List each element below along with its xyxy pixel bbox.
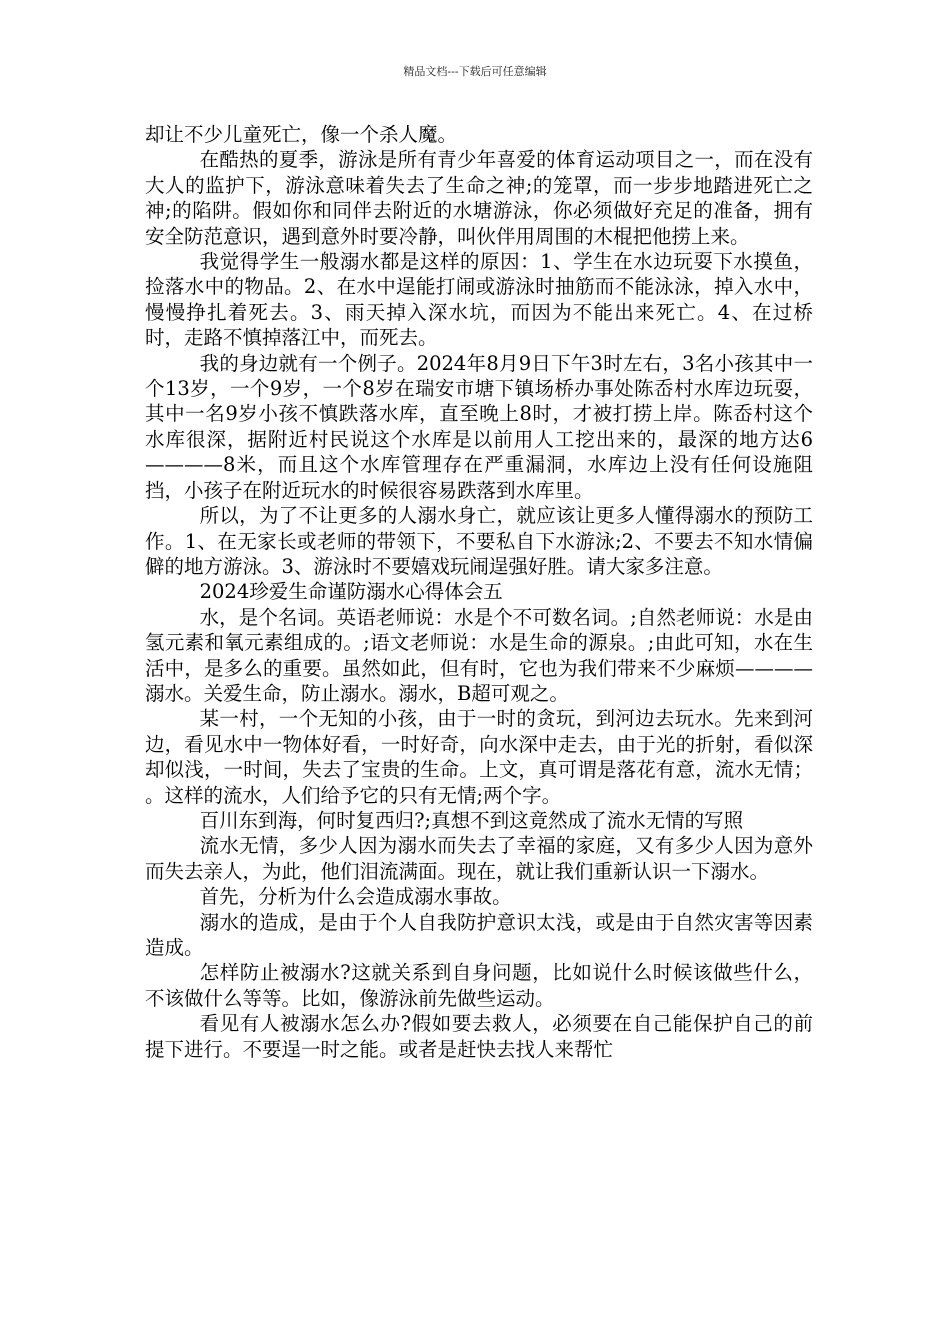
paragraph: 我觉得学生一般溺水都是这样的原因：1、学生在水边玩耍下水摸鱼，捡落水中的物品。2、在水中逞能打闹或游泳时抽筋而不能泳泳，掉入水中，慢慢挣扎着死去。3、雨天掉入深水坑，而因为不能出来死亡。4、在过桥时，走路不慎掉落江中，而死去。 xyxy=(145,250,813,350)
paragraph: 看见有人被溺水怎么办?假如要去救人，必须要在自己能保护自己的前提下进行。不要逞一时之能。或者是赶快去找人来帮忙 xyxy=(145,1012,813,1061)
paragraph: 某一村，一个无知的小孩，由于一时的贪玩，到河边去玩水。先来到河边，看见水中一物体好看，一时好奇，向水深中走去，由于光的折射，看似深却似浅，一时间，失去了宝贵的生命。上文，真可谓是落花有意，流水无情； 。这样的流水，人们给予它的只有无情;两个字。 xyxy=(145,707,813,807)
paragraph: 我的身边就有一个例子。2024年8月9日下午3时左右，3名小孩其中一个13岁，一个9岁，一个8岁在瑞安市塘下镇场桥办事处陈岙村水库边玩耍，其中一名9岁小孩不慎跌落水库，直至晚上8时，才被打捞上岸。陈岙村这个水库很深，据附近村民说这个水库是以前用人工挖出来的，最深的地方达6————8米，而且这个水库管理存在严重漏洞，水库边上没有任何设施阻挡，小孩子在附近玩水的时候很容易跌落到水库里。 xyxy=(145,351,813,502)
paragraph: 所以，为了不让更多的人溺水身亡，就应该让更多人懂得溺水的预防工作。1、在无家长或老师的带领下，不要私自下水游泳;2、不要去不知水情偏僻的地方游泳。3、游泳时不要嬉戏玩闹逞强好胜。请大家多注意。 xyxy=(145,504,813,578)
paragraph: 百川东到海，何时复西归?;真想不到这竟然成了流水无情的写照 xyxy=(199,808,744,832)
paragraph: 水，是个名词。英语老师说：水是个不可数名词。;自然老师说：水是由氢元素和氧元素组成的。;语文老师说：水是生命的源泉。;由此可知，水在生活中，是多么的重要。虽然如此，但有时，它也为我们带来不少麻烦————溺水。关爱生命，防止溺水。溺水，B超可观之。 xyxy=(145,605,813,705)
paragraph: 却让不少儿童死亡，像一个杀人魔。 xyxy=(145,123,458,146)
paragraph: 在酷热的夏季，游泳是所有青少年喜爱的体育运动项目之一，而在没有大人的监护下，游泳意味着失去了生命之神;的笼罩，而一步步地踏进死亡之神;的陷阱。假如你和同伴去附近的水塘游泳，你必须做好充足的准备，拥有安全防范意识，遇到意外时要冷静，叫伙伴用周围的木棍把他捞上来。 xyxy=(145,148,813,248)
paragraph: 溺水的造成，是由于个人自我防护意识太浅，或是由于自然灾害等因素造成。 xyxy=(145,910,813,959)
page-header: 精品文档---下载后可任意编辑 xyxy=(403,65,547,78)
paragraph: 2024珍爱生命谨防溺水心得体会五 xyxy=(199,580,503,604)
paragraph: 怎样防止被溺水?这就关系到自身问题，比如说什么时候该做些什么，不该做什么等等。比如，像游泳前先做些运动。 xyxy=(145,961,813,1010)
document-body xyxy=(145,122,813,1062)
paragraph: 流水无情，多少人因为溺水而失去了幸福的家庭，又有多少人因为意外而失去亲人，为此，他们泪流满面。现在，就让我们重新认识一下溺水。 xyxy=(145,834,813,883)
paragraph: 首先，分析为什么会造成溺水事故。 xyxy=(199,885,512,909)
